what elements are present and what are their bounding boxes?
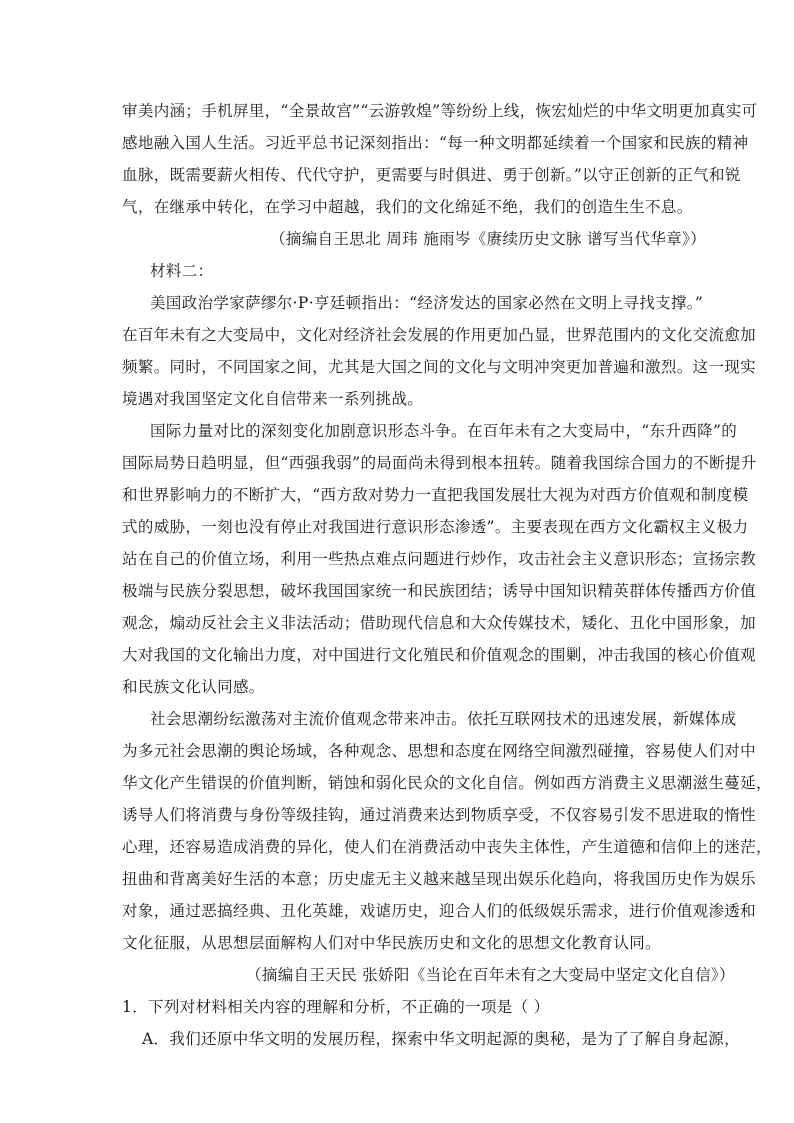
text-line: 心理，还容易造成消费的异化，使人们在消费活动中丧失主体性，产生道德和信仰上的迷茫， xyxy=(122,838,772,856)
text-line: 为多元社会思潮的舆论场域，各种观念、思想和态度在网络空间激烈碰撞，容易使人们对中 xyxy=(122,742,757,760)
text-line: 感地融入国人生活。习近平总书记深刻指出：“每一种文明都延续着一个国家和民族的精神 xyxy=(122,134,749,152)
text-line: 和民族文化认同感。 xyxy=(122,678,265,696)
text-line: 境遇对我国坚定文化自信带来一系列挑战。 xyxy=(122,390,424,408)
question-stem: 1．下列对材料相关内容的理解和分析，不正确的一项是（ ） xyxy=(122,998,550,1016)
text-line: 诱导人们将消费与身份等级挂钩，通过消费来达到物质享受，不仅容易引发不思进取的惰性 xyxy=(122,806,757,824)
text-line: 国际力量对比的深刻变化加剧意识形态斗争。在百年未有之大变局中，“东升西降”的 xyxy=(150,422,738,440)
text-line: 国际局势日趋明显，但“西强我弱”的局面尚未得到根本扭转。随着我国综合国力的不断提升 xyxy=(122,454,757,472)
text-line: 气，在继承中转化，在学习中超越，我们的文化绵延不绝，我们的创造生生不息。 xyxy=(122,198,693,216)
section-heading: 材料二： xyxy=(150,262,214,280)
text-line: 式的威胁，一刻也没有停止对我国进行意识形态渗透”。主要表现在西方文化霸权主义极力 xyxy=(122,518,749,536)
text-line: 观念，煽动反社会主义非法活动；借助现代信息和大众传媒技术，矮化、丑化中国形象，加 xyxy=(122,614,757,632)
text-line: 审美内涵；手机屏里，“全景故宫”“云游敦煌”等纷纷上线，恢宏灿烂的中华文明更加真实可 xyxy=(122,102,758,120)
text-line: 文化征服，从思想层面解构人们对中华民族历史和文化的思想文化教育认同。 xyxy=(122,934,661,952)
text-line: 扭曲和背离美好生活的本意；历史虚无主义越来越呈现出娱乐化趋向，将我国历史作为娱乐 xyxy=(122,870,757,888)
text-line: 对象，通过恶搞经典、丑化英雄，戏谑历史，迎合人们的低级娱乐需求，进行价值观渗透和 xyxy=(122,902,757,920)
text-line: 频繁。同时，不同国家之间，尤其是大国之间的文化与文明冲突更加普遍和激烈。这一现实 xyxy=(122,358,757,376)
answer-option-a: A．我们还原中华文明的发展历程，探索中华文明起源的奥秘，是为了了解自身起源， xyxy=(142,1030,740,1048)
text-line: 血脉，既需要薪火相传、代代守护，更需要与时俱进、勇于创新。”以守正创新的正气和锐 xyxy=(122,166,741,184)
text-line: 社会思潮纷纭激荡对主流价值观念带来冲击。依托互联网技术的迅速发展，新媒体成 xyxy=(150,710,737,728)
text-line: 大对我国的文化输出力度，对中国进行文化殖民和价值观念的围剿，冲击我国的核心价值观 xyxy=(122,646,757,664)
text-line: 站在自己的价值立场，利用一些热点难点问题进行炒作，攻击社会主义意识形态；宣扬宗教 xyxy=(122,550,757,568)
text-line: 美国政治学家萨缪尔·P·亨廷顿指出：“经济发达的国家必然在文明上寻找支撑。” xyxy=(150,294,704,312)
text-line: 极端与民族分裂思想，破坏我国国家统一和民族团结；诱导中国知识精英群体传播西方价值 xyxy=(122,582,757,600)
text-line: 在百年未有之大变局中，文化对经济社会发展的作用更加凸显，世界范围内的文化交流愈加 xyxy=(122,326,757,344)
source-citation: （摘编自王思北 周玮 施雨岑《赓续历史文脉 谱写当代华章》） xyxy=(270,230,707,248)
source-citation: （摘编自王天民 张娇阳《当论在百年未有之大变局中坚定文化自信》） xyxy=(246,966,735,984)
text-line: 华文化产生错误的价值判断，销蚀和弱化民众的文化自信。例如西方消费主义思潮滋生蔓延， xyxy=(122,774,772,792)
text-line: 和世界影响力的不断扩大，“西方敌对势力一直把我国发展壮大视为对西方价值观和制度模 xyxy=(122,486,749,504)
